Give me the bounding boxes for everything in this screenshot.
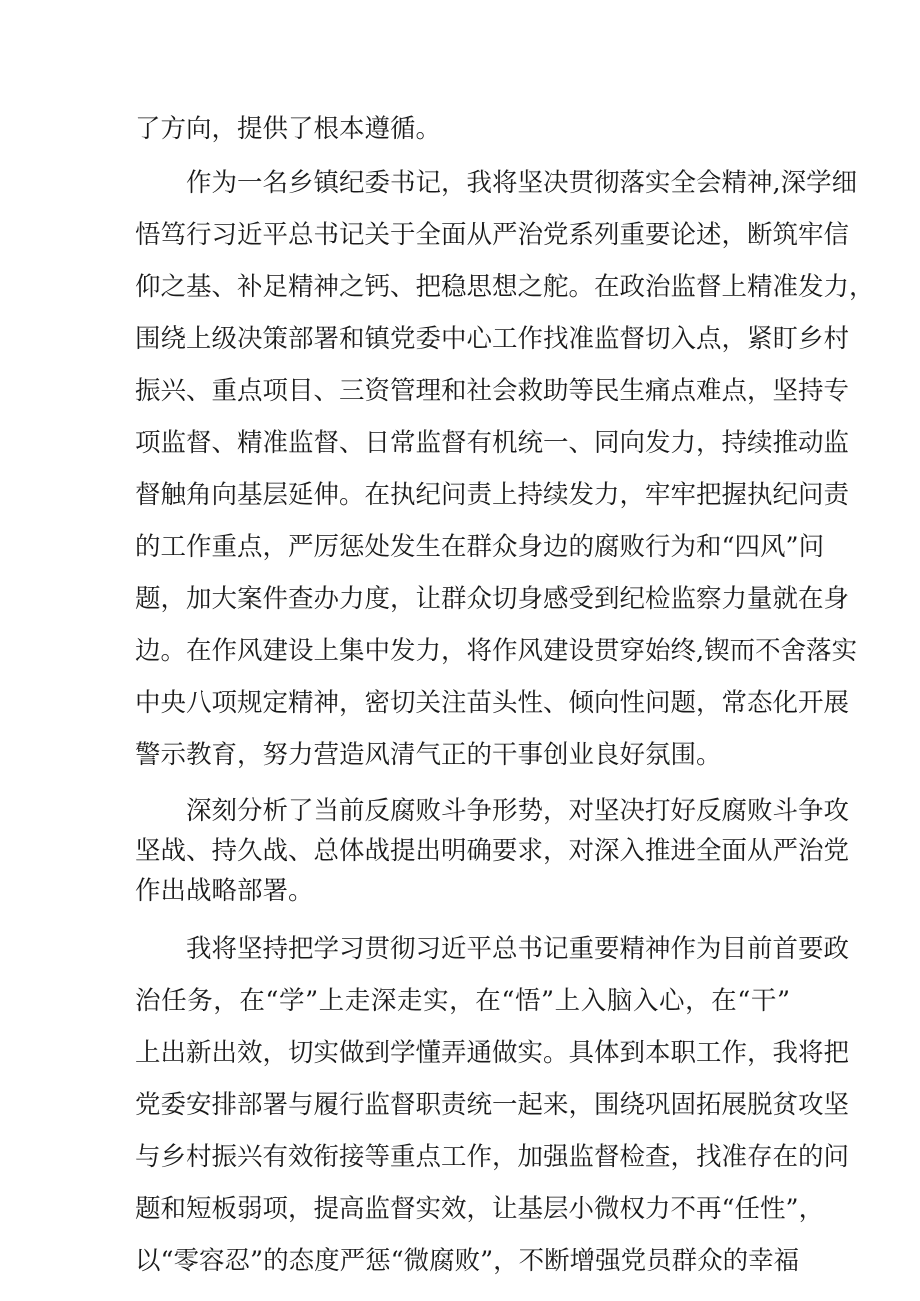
paragraph-2-line-3: 仰之基、补足精神之钙、把稳思想之舵。在政治监督上精准发力， — [135, 272, 875, 302]
paragraph-3-line-2: 坚战、持久战、总体战提出明确要求，对深入推进全面从严治党 — [135, 836, 850, 866]
paragraph-4-line-3: 上出新出效，切实做到学懂弄通做实。具体到本职工作，我将把 — [135, 1038, 850, 1068]
paragraph-3-line-1: 深刻分析了当前反腐败斗争形势，对坚决打好反腐败斗争攻 — [186, 796, 850, 826]
paragraph-2-line-4: 围绕上级决策部署和镇党委中心工作找准监督切入点，紧盯乡村 — [135, 324, 850, 354]
paragraph-1-line-1: 了方向，提供了根本遵循。 — [135, 114, 442, 144]
paragraph-4-line-7: 以“零容忍”的态度严惩“微腐败”，不断增强党员群众的幸福 — [135, 1246, 800, 1276]
paragraph-4-line-2: 治任务，在“学”上走深走实，在“悟”上入脑入心，在“干” — [135, 986, 790, 1016]
paragraph-4-line-6: 题和短板弱项，提高监督实效，让基层小微权力不再“任性”， — [135, 1194, 825, 1224]
paragraph-2-line-10: 边。在作风建设上集中发力，将作风建设贯穿始终,锲而不舍落实 — [135, 636, 858, 666]
paragraph-4-line-1: 我将坚持把学习贯彻习近平总书记重要精神作为目前首要政 — [186, 934, 850, 964]
paragraph-2-line-11: 中央八项规定精神，密切关注苗头性、倾向性问题，常态化开展 — [135, 688, 850, 718]
paragraph-2-line-6: 项监督、精准监督、日常监督有机统一、同向发力，持续推动监 — [135, 428, 850, 458]
paragraph-2-line-12: 警示教育，努力营造风清气正的干事创业良好氛围。 — [135, 740, 722, 770]
paragraph-2-line-9: 题，加大案件查办力度，让群众切身感受到纪检监察力量就在身 — [135, 584, 850, 614]
paragraph-4-line-4: 党委安排部署与履行监督职责统一起来，围绕巩固拓展脱贫攻坚 — [135, 1090, 850, 1120]
paragraph-3-line-3: 作出战略部署。 — [135, 876, 314, 906]
paragraph-4-line-5: 与乡村振兴有效衔接等重点工作，加强监督检查，找准存在的问 — [135, 1142, 850, 1172]
paragraph-2-line-2: 悟笃行习近平总书记关于全面从严治党系列重要论述，断筑牢信 — [135, 220, 850, 250]
paragraph-2-line-8: 的工作重点，严厉惩处发生在群众身边的腐败行为和“四风”问 — [135, 532, 825, 562]
paragraph-2-line-5: 振兴、重点项目、三资管理和社会救助等民生痛点难点，坚持专 — [135, 376, 850, 406]
paragraph-2-line-1: 作为一名乡镇纪委书记，我将坚决贯彻落实全会精神,深学细 — [186, 168, 858, 198]
paragraph-2-line-7: 督触角向基层延伸。在执纪问责上持续发力，牢牢把握执纪问责 — [135, 480, 850, 510]
